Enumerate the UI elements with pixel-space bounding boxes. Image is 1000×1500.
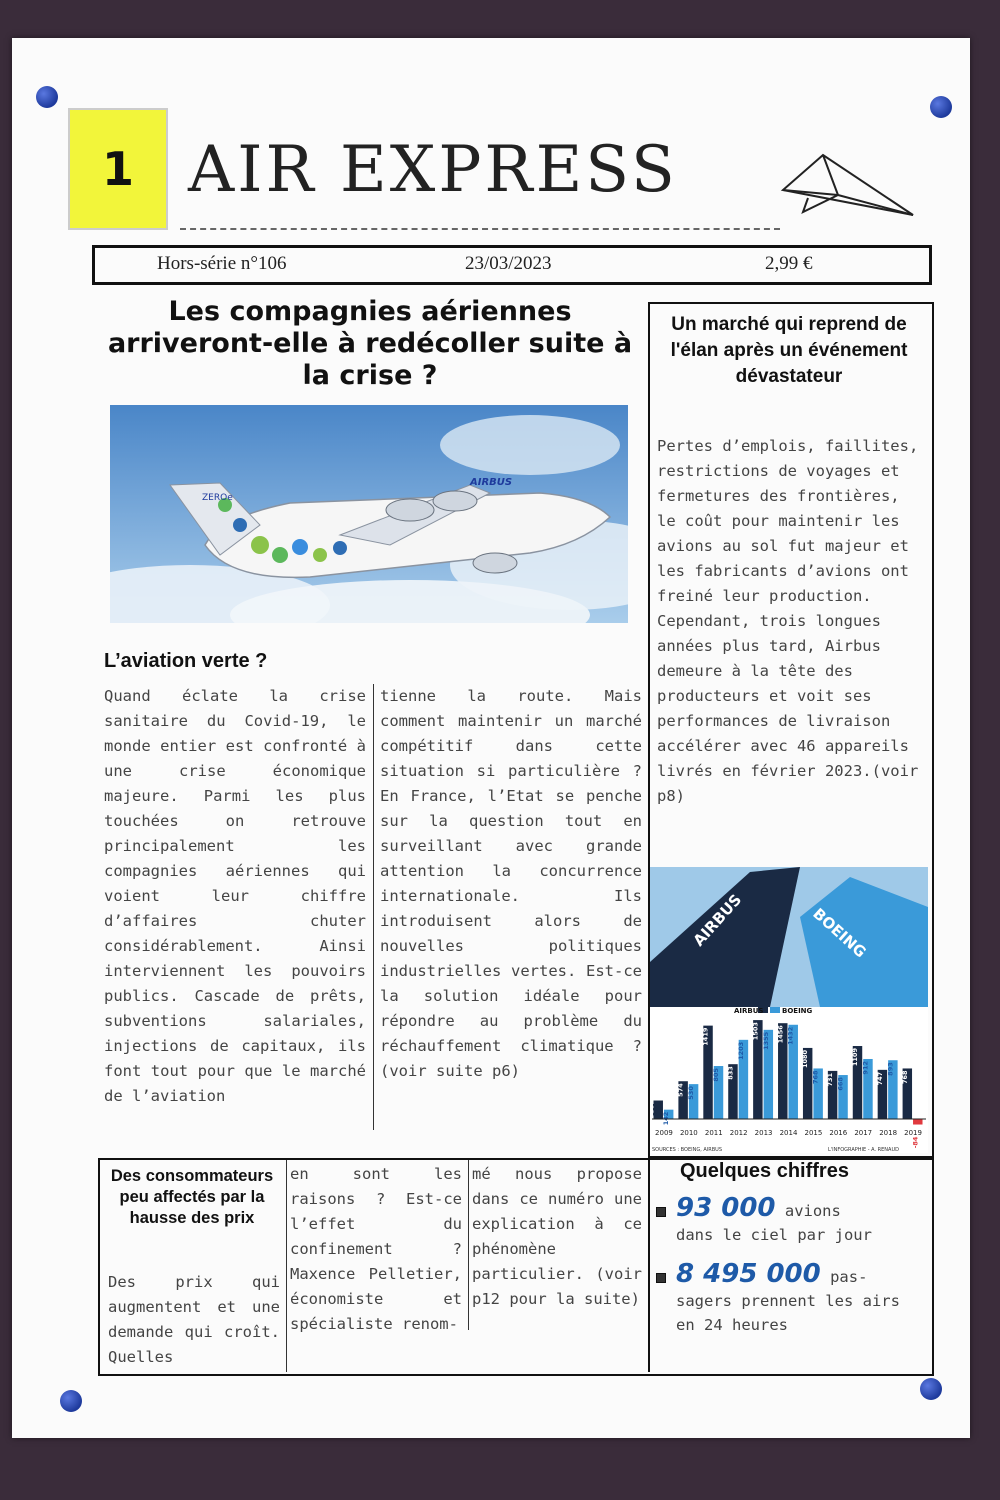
article-column-1 bbox=[104, 684, 366, 1109]
data-label-airbus-2009: 281 bbox=[651, 1102, 660, 1117]
legend-label-airbus: AIRBUS bbox=[734, 1007, 764, 1015]
paper-plane-icon bbox=[778, 150, 918, 220]
masthead-title: AIR EXPRESS bbox=[188, 133, 678, 207]
data-label-airbus-2016: 731 bbox=[826, 1072, 835, 1087]
x-tick-2013: 2013 bbox=[754, 1129, 773, 1137]
tail-lettering: ZEROe bbox=[202, 493, 233, 503]
issue-info-bar bbox=[92, 245, 932, 285]
data-label-boeing-2016: 668 bbox=[836, 1077, 845, 1091]
figures-title: Quelques chiffres bbox=[680, 1160, 849, 1182]
x-tick-2009: 2009 bbox=[655, 1129, 673, 1137]
bottom-divider-1 bbox=[286, 1160, 287, 1372]
stat1-text-b: dans le ciel par jour bbox=[676, 1226, 872, 1244]
bottom-col1-text: Des prix qui augmentent et une demande qui croît. Quelles bbox=[108, 1273, 280, 1366]
data-label-boeing-2017: 912 bbox=[861, 1060, 870, 1075]
x-tick-2012: 2012 bbox=[729, 1129, 748, 1137]
legend-label-boeing: BOEING bbox=[782, 1007, 813, 1015]
airbus-tail-label: AIRBUS bbox=[689, 890, 746, 950]
article-column-2 bbox=[380, 684, 642, 1084]
masthead-divider bbox=[180, 228, 780, 230]
issue-number: 1 bbox=[101, 142, 134, 196]
airbus-logo-text: AIRBUS bbox=[470, 477, 513, 488]
bottom-article-title: Des consommateurs peu affectés par la hausse des prix bbox=[110, 1167, 274, 1227]
data-label-airbus-2013: 1503 bbox=[751, 1022, 760, 1041]
data-label-boeing-2015: 768 bbox=[811, 1070, 820, 1085]
stat2-text-a: pas- bbox=[830, 1268, 868, 1286]
stat2-text-b: sagers prennent les airs en 24 heures bbox=[676, 1292, 900, 1334]
bottom-divider-2 bbox=[468, 1160, 469, 1330]
stat1-text-a: avions bbox=[784, 1202, 841, 1220]
x-tick-2010: 2010 bbox=[679, 1129, 698, 1137]
figure-stat-1 bbox=[656, 1193, 924, 1247]
data-label-boeing-2018: 893 bbox=[886, 1062, 895, 1076]
bottom-col2-text: en sont les raisons ? Est-ce l’effet du confinement ? Maxence Pelletier, économiste et spécialiste renom- bbox=[290, 1165, 462, 1333]
x-tick-2018: 2018 bbox=[879, 1129, 898, 1137]
x-tick-2017: 2017 bbox=[854, 1129, 873, 1137]
data-label-airbus-2018: 747 bbox=[875, 1071, 884, 1086]
legend-swatch-boeing bbox=[770, 1007, 780, 1013]
data-label-boeing-2011: 805 bbox=[712, 1068, 721, 1082]
pushpin-bottom-left bbox=[60, 1390, 82, 1412]
data-label-airbus-2014: 1456 bbox=[776, 1025, 785, 1044]
data-label-airbus-2019: 768 bbox=[900, 1070, 909, 1085]
chart-source: SOURCES : BOEING, AIRBUS bbox=[652, 1147, 723, 1153]
issue-date: 23/03/2023 bbox=[465, 253, 552, 274]
data-label-airbus-2012: 833 bbox=[726, 1066, 735, 1080]
bottom-divider-3 bbox=[648, 1160, 650, 1372]
sidebar-body bbox=[657, 434, 919, 809]
pushpin-top-right bbox=[930, 96, 952, 118]
data-label-boeing-2009: 142 bbox=[662, 1111, 671, 1126]
issue-number-badge bbox=[68, 108, 168, 230]
bottom-column-1 bbox=[108, 1270, 280, 1370]
data-label-boeing-2013: 1355 bbox=[761, 1031, 770, 1050]
bottom-column-3 bbox=[472, 1162, 642, 1312]
bullet-icon bbox=[656, 1207, 666, 1217]
article-col1-text: Quand éclate la crise sanitaire du Covid-19, le monde entier est confronté à une crise économique majeure. Parmi les plus touchées on retrouve principalement les compagnies aériennes qui voient leur chiffre d’affaires chuter considérablement. Ainsi interviennent les pouvoirs publics. Cascade de prêts, subventions salariales, injections de capitaux, ils font tout pour que le marché de l’aviation bbox=[104, 687, 366, 1105]
data-label-boeing-2014: 1432 bbox=[786, 1026, 795, 1045]
article-title: L’aviation verte ? bbox=[104, 650, 268, 672]
stat2-value: 8 495 000 bbox=[676, 1259, 821, 1289]
bottom-col3-text: mé nous propose dans ce numéro une explication à ce phénomène particulier. (voir p12 pour la suite) bbox=[472, 1165, 642, 1308]
data-label-airbus-2011: 1419 bbox=[701, 1027, 710, 1046]
data-label-boeing-2010: 530 bbox=[687, 1086, 696, 1100]
sidebar-title: Un marché qui reprend de l'élan après un événement dévastateur bbox=[670, 314, 908, 387]
edition-label: Hors-série n°106 bbox=[157, 253, 287, 274]
chart-svg bbox=[650, 867, 928, 1153]
stat1-value: 93 000 bbox=[676, 1193, 776, 1223]
sidebar-body-text: Pertes d’emplois, faillites, restrictions de voyages et fermetures des frontières, le coût pour maintenir les avions au sol fut majeur et les fabricants d’avions ont freiné leur production. Cependant, trois longues années plus tard, Airbus demeure à la tête des producteurs et voit ses performances de livraison accélérer avec 46 appareils livrés en février 2023.(voir p8) bbox=[657, 437, 919, 805]
bullet-icon bbox=[656, 1273, 666, 1283]
airplane-photo bbox=[110, 405, 628, 623]
bottom-column-2 bbox=[290, 1162, 462, 1337]
pushpin-top-left bbox=[36, 86, 58, 108]
main-headline: Les compagnies aériennes arriveront-elle à redécoller suite à la crise ? bbox=[107, 296, 633, 391]
data-label-airbus-2010: 574 bbox=[676, 1083, 685, 1097]
pushpin-bottom-right bbox=[920, 1378, 942, 1400]
x-tick-2011: 2011 bbox=[704, 1129, 723, 1137]
article-col2-text: tienne la route. Mais comment maintenir un marché compétitif dans cette situation si particulière ? En France, l’Etat se penche sur la question tout en surveillant avec grande attention la concurrence internationale. Ils introduisent alors de nouvelles politiques industrielles vertes. Est-ce la solution idéale pour répondre au problème du réchauffement climatique ? (voir suite p6) bbox=[380, 687, 642, 1080]
x-tick-2019: 2019 bbox=[904, 1129, 922, 1137]
issue-price: 2,99 € bbox=[765, 253, 813, 274]
x-tick-2014: 2014 bbox=[779, 1129, 798, 1137]
deliveries-chart bbox=[650, 867, 928, 1153]
x-tick-2015: 2015 bbox=[804, 1129, 823, 1137]
data-label-boeing-2012: 1203 bbox=[736, 1041, 745, 1060]
x-tick-2016: 2016 bbox=[829, 1129, 848, 1137]
boeing-tail-label: BOEING bbox=[809, 904, 870, 962]
data-label-airbus-2015: 1080 bbox=[801, 1049, 810, 1069]
chart-credit: L'INFOGRAPHIE - A. RENAUD bbox=[828, 1147, 899, 1153]
data-label-airbus-2017: 1109 bbox=[850, 1048, 859, 1067]
figure-stat-2 bbox=[656, 1259, 924, 1337]
article-column-divider bbox=[373, 684, 374, 1130]
data-label-boeing-2019: -84 bbox=[911, 1136, 920, 1149]
bar-boeing-2019 bbox=[913, 1119, 922, 1125]
